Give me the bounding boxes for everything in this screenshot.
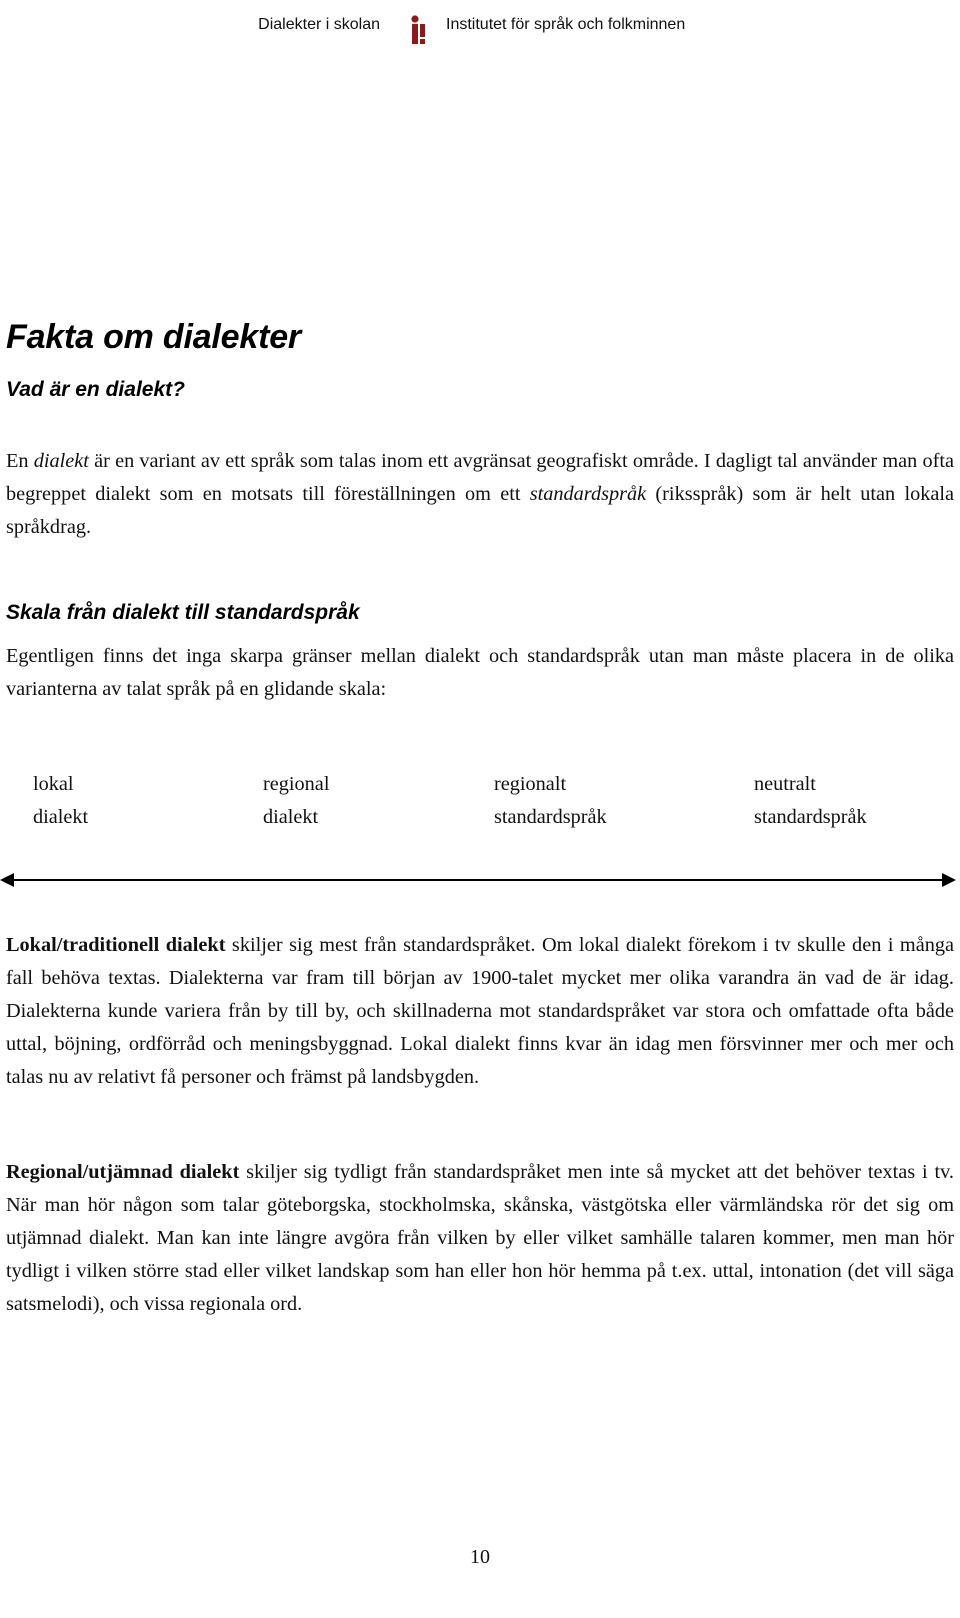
scale-item-local xyxy=(33,768,88,834)
header-left-text: Dialekter i skolan xyxy=(258,16,380,33)
local-dialect-text: skiljer sig mest från standardspråket. Om lokal dialekt förekom i tv skulle den i många fall behöva textas. Dialekterna var fram till början av 1900-talet mycket mer olika varandra än vad de är idag. Dialekterna kunde variera från by till by, och skillnaderna mot standardspråket var stora och omfattade ofta både uttal, böjning, ordförråd och meningsbyggnad. Lokal dialekt finns kvar än idag men försvinner mer och mer och talas nu av relativt få personer och främst på landsbygden. xyxy=(6,934,954,1088)
page-header xyxy=(0,14,960,46)
intro-emphasis-dialekt: dialekt xyxy=(33,450,89,472)
scale-item-line1: neutralt xyxy=(754,773,816,795)
intro-paragraph xyxy=(6,445,954,544)
regional-dialect-paragraph xyxy=(6,1156,954,1321)
regional-dialect-term: Regional/utjämnad dialekt xyxy=(6,1161,240,1183)
scale-item-neutral-standard xyxy=(754,768,867,834)
scale-item-line2: dialekt xyxy=(33,806,89,828)
scale-item-line2: standardspråk xyxy=(754,806,867,828)
header-right-text: Institutet för språk och folkminnen xyxy=(446,16,686,33)
scale-item-line1: regionalt xyxy=(494,773,567,795)
scale-item-regional xyxy=(263,768,329,834)
page-number: 10 xyxy=(470,1546,490,1568)
intro-text-b: är en variant av ett språk som talas inom ett avgränsat geografiskt område. I dagligt tal använder man ofta begreppet dialekt som en motsats till föreställningen om ett xyxy=(6,450,954,505)
scale-item-regional-standard xyxy=(494,768,607,834)
regional-dialect-text: skiljer sig tydligt från standardspråket men inte så mycket att det behöver textas i tv. När man hör någon som talar göteborgska, stockholmska, skånska, västgötska eller värmländska rör det sig om utjämnad dialekt. Man kan inte längre avgöra från vilken by eller vilket samhälle talaren kommer, men man hör tydligt i vilken större stad eller vilket landskap som han eller hon hör hemma på t.ex. uttal, intonation (det vill säga satsmelodi), och vissa regionala ord. xyxy=(6,1161,954,1315)
institute-logo-icon xyxy=(404,14,434,46)
double-arrow-icon xyxy=(0,868,960,892)
section-heading-what-is-dialect: Vad är en dialekt? xyxy=(6,378,185,401)
local-dialect-term: Lokal/traditionell dialekt xyxy=(6,934,226,956)
intro-emphasis-standardsprak: standardspråk xyxy=(529,483,647,505)
scale-item-line1: lokal xyxy=(33,773,74,795)
page-title: Fakta om dialekter xyxy=(6,318,301,356)
scale-paragraph: Egentligen finns det inga skarpa gränser mellan dialekt och standardspråk utan man måste placera in de olika varianterna av talat språk på en glidande skala: xyxy=(6,645,954,700)
local-dialect-paragraph xyxy=(6,929,954,1094)
scale-item-line1: regional xyxy=(263,773,330,795)
section-heading-scale: Skala från dialekt till standardspråk xyxy=(6,601,360,624)
scale-item-line2: standardspråk xyxy=(494,806,607,828)
intro-text-c: (riksspråk) som är helt utan lokala språkdrag. xyxy=(6,483,954,538)
intro-text-a: En xyxy=(6,450,34,472)
scale-item-line2: dialekt xyxy=(263,806,319,828)
